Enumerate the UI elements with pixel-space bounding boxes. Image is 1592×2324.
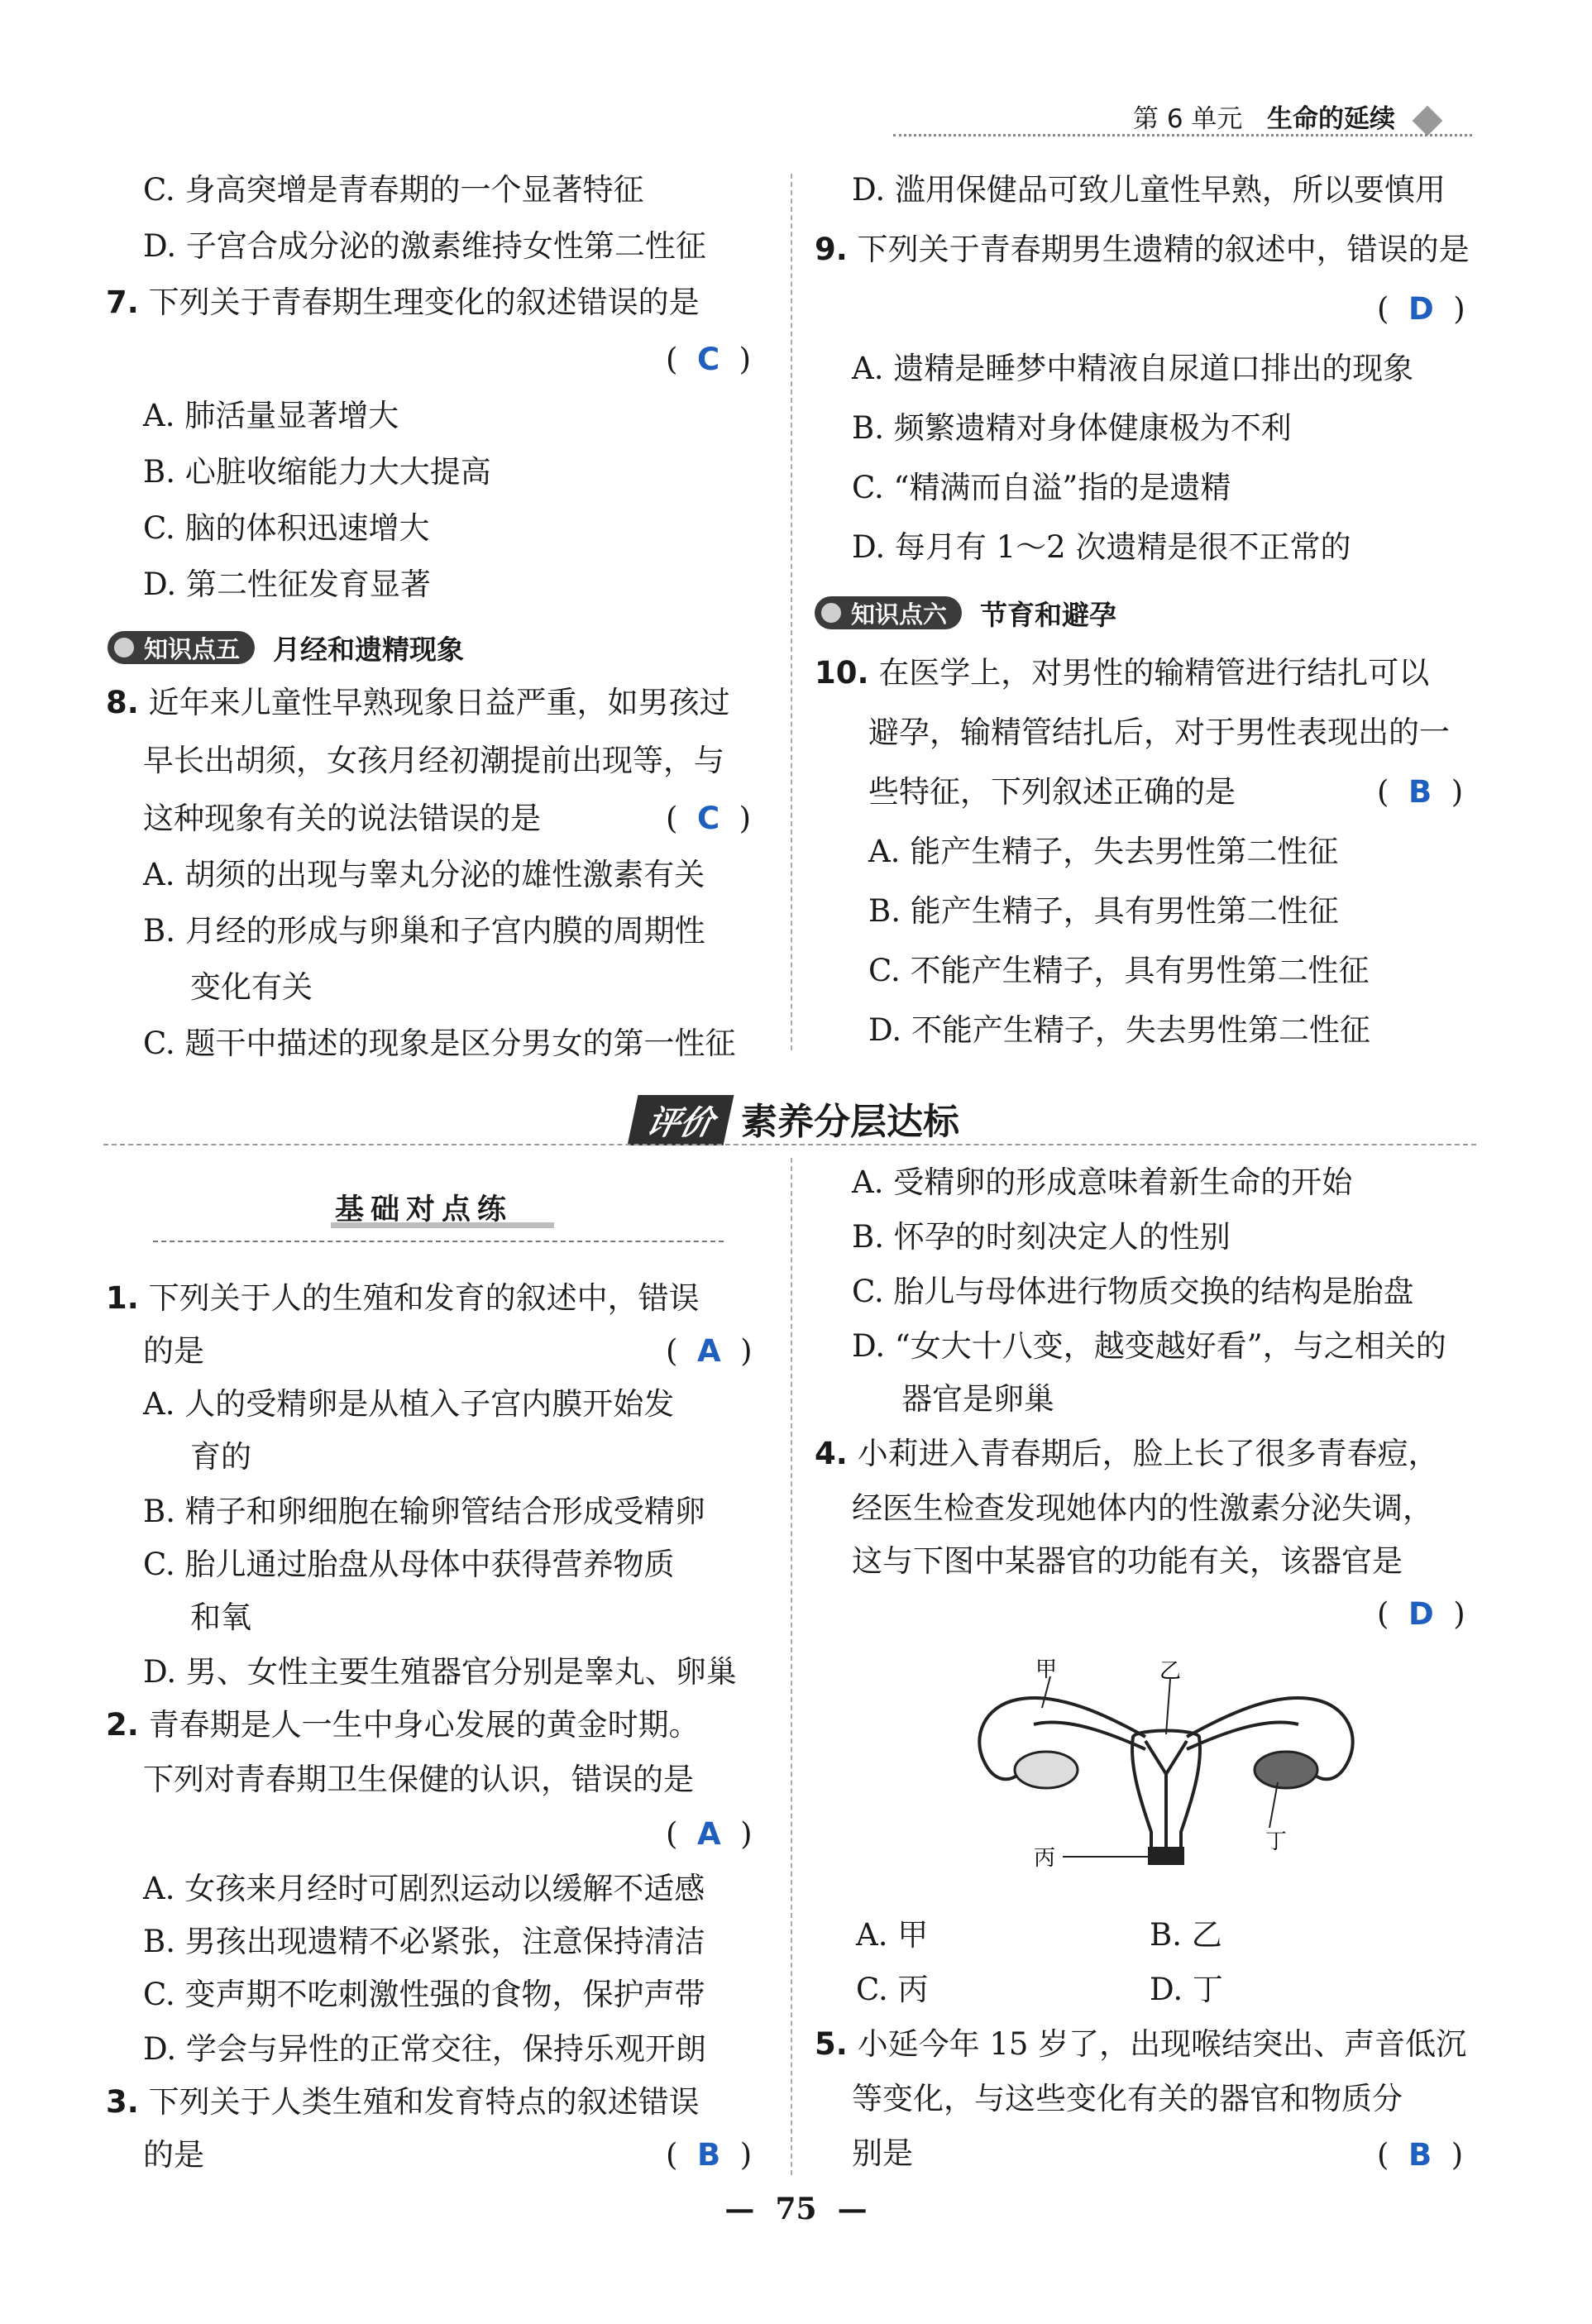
q5-stem-line1 <box>815 2026 1466 2063</box>
q3-stem-line2: 的是 <box>143 2137 204 2173</box>
q5-stem-line2: 等变化，与这些变化有关的器官和物质分 <box>852 2081 1403 2116</box>
q2-option-b: B. 男孩出现遗精不必紧张，注意保持清洁 <box>143 1924 705 1959</box>
q9-option-c: C. “精满而自溢”指的是遗精 <box>852 470 1231 505</box>
uterus-cavity <box>1145 1741 1187 1774</box>
q1-option-a-cont: 育的 <box>190 1439 251 1475</box>
banner-title: 素养分层达标 <box>741 1101 960 1143</box>
q8-answer-value: C <box>696 801 720 836</box>
q9-stem <box>815 232 1470 268</box>
column-divider-bottom <box>791 1158 792 2175</box>
q3-option-a: A. 受精卵的形成意味着新生命的开始 <box>852 1164 1353 1200</box>
q3-stem-text-1: 下列关于人类生殖和发育特点的叙述错误 <box>148 2084 700 2120</box>
q10-stem-line2: 避孕，输精管结扎后，对于男性表现出的一 <box>868 715 1450 750</box>
section-title: 基础对点练 <box>335 1193 514 1227</box>
diamond-icon <box>1412 105 1442 136</box>
q3-option-b: B. 怀孕的时刻决定人的性别 <box>852 1219 1231 1255</box>
q1-answer-value: A <box>696 1333 721 1369</box>
q6-option-c: C. 身高突增是青春期的一个显著特征 <box>143 172 644 208</box>
q4-option-a: A. 甲 <box>856 1917 929 1953</box>
q4-answer-value: D <box>1408 1596 1434 1632</box>
q1-stem-line2: 的是 <box>143 1333 204 1369</box>
q7-number: 7. <box>106 285 139 320</box>
q7-stem <box>106 285 700 321</box>
label-ding: 丁 <box>1265 1829 1288 1854</box>
q10-stem-line3: 些特征，下列叙述正确的是 <box>868 774 1236 810</box>
q4-answer: ( D ) <box>1377 1596 1465 1632</box>
q7-option-d: D. 第二性征发育显著 <box>143 567 431 602</box>
kp5-title: 月经和遗精现象 <box>273 633 465 666</box>
kp5-tag: 知识点五 <box>108 631 255 664</box>
q7-stem-text: 下列关于青春期生理变化的叙述错误的是 <box>148 285 700 320</box>
section-banner <box>0 1092 1592 1145</box>
uterus-drawing <box>968 1658 1365 1882</box>
q10-answer-value: B <box>1408 774 1432 810</box>
q10-number: 10. <box>815 655 869 691</box>
q9-number: 9. <box>815 232 848 267</box>
q1-answer: ( A ) <box>666 1333 753 1369</box>
q1-option-c-cont: 和氧 <box>190 1600 251 1635</box>
q8-option-b-cont: 变化有关 <box>190 969 313 1005</box>
q4-stem-line1 <box>815 1436 1439 1472</box>
q8-stem-line3: 这种现象有关的说法错误的是 <box>143 801 541 836</box>
q4-number: 4. <box>815 1436 848 1471</box>
q7-answer: ( C ) <box>666 342 752 377</box>
pointer-ding <box>1269 1782 1278 1828</box>
q2-stem-text-1: 青春期是人一生中身心发展的黄金时期。 <box>148 1707 700 1743</box>
q3-option-d-cont: 器官是卵巢 <box>901 1381 1054 1417</box>
q10-stem-line1 <box>815 655 1429 691</box>
kp6-title: 节育和避孕 <box>980 598 1117 631</box>
left-ovary <box>1015 1752 1078 1788</box>
q8-stem-text-1: 近年来儿童性早熟现象日益严重，如男孩过 <box>148 685 730 720</box>
q10-option-a: A. 能产生精子，失去男性第二性征 <box>868 834 1339 869</box>
q1-option-c: C. 胎儿通过胎盘从母体中获得营养物质 <box>143 1547 675 1582</box>
right-ovary <box>1255 1752 1317 1788</box>
q3-answer-value: B <box>696 2137 721 2173</box>
q5-number: 5. <box>815 2026 848 2062</box>
q3-number: 3. <box>106 2084 139 2120</box>
q8-option-b: B. 月经的形成与卵巢和子宫内膜的周期性 <box>143 913 705 949</box>
q3-option-d: D. “女大十八变，越变越好看”，与之相关的 <box>852 1328 1446 1364</box>
q4-option-b: B. 乙 <box>1150 1917 1222 1953</box>
q2-answer: ( A ) <box>666 1816 753 1852</box>
q2-stem-line1 <box>106 1707 700 1743</box>
q8-number: 8. <box>106 685 139 720</box>
q4-stem-line2: 经医生检查发现她体内的性激素分泌失调， <box>852 1490 1433 1526</box>
q3-answer: ( B ) <box>666 2137 753 2173</box>
q1-number: 1. <box>106 1280 139 1316</box>
q4-stem-line3: 这与下图中某器官的功能有关，该器官是 <box>852 1543 1403 1579</box>
q8-stem-line1 <box>106 685 730 721</box>
vagina-top <box>1148 1847 1184 1865</box>
q1-option-b: B. 精子和卵细胞在输卵管结合形成受精卵 <box>143 1494 705 1529</box>
knowledge-point-6 <box>815 594 1116 632</box>
q7-option-a: A. 肺活量显著增大 <box>143 398 399 433</box>
q4-stem-text-1: 小莉进入青春期后，脸上长了很多青春痘， <box>857 1436 1439 1471</box>
knowledge-point-5 <box>108 629 464 667</box>
q9-answer: ( D ) <box>1377 291 1465 327</box>
q10-option-c: C. 不能产生精子，具有男性第二性征 <box>868 953 1370 988</box>
q2-number: 2. <box>106 1707 139 1743</box>
header-rule <box>893 134 1472 136</box>
q4-option-d: D. 丁 <box>1150 1972 1223 2007</box>
q10-stem-text-1: 在医学上，对男性的输精管进行结扎可以 <box>878 655 1430 691</box>
q8-answer: ( C ) <box>666 801 752 836</box>
q9-stem-text: 下列关于青春期男生遗精的叙述中，错误的是 <box>857 232 1470 267</box>
q8-stem-line2: 早长出胡须，女孩月经初潮提前出现等，与 <box>143 743 724 778</box>
chapter-title: 生命的延续 <box>1267 104 1395 134</box>
q4-option-c: C. 丙 <box>856 1972 929 2007</box>
q2-option-c: C. 变声期不吃刺激性强的食物，保护声带 <box>143 1977 705 2012</box>
banner-rule <box>103 1144 1476 1145</box>
q5-stem-text-1: 小延今年 15 岁了，出现喉结突出、声音低沉 <box>857 2026 1467 2062</box>
q2-option-d: D. 学会与异性的正常交往，保持乐观开朗 <box>143 2031 706 2067</box>
section-rule <box>153 1241 724 1242</box>
kp6-tag: 知识点六 <box>815 596 962 629</box>
q2-stem-line2: 下列对青春期卫生保健的认识，错误的是 <box>143 1762 694 1797</box>
q5-answer: ( B ) <box>1377 2137 1464 2173</box>
q1-option-a: A. 人的受精卵是从植入子宫内膜开始发 <box>143 1386 675 1422</box>
q9-option-a: A. 遗精是睡梦中精液自尿道口排出的现象 <box>852 351 1414 386</box>
q9-answer-value: D <box>1408 291 1434 327</box>
page-header <box>1133 98 1438 135</box>
q10-option-b: B. 能产生精子，具有男性第二性征 <box>868 893 1339 929</box>
page-number-value: 75 <box>775 2192 817 2226</box>
banner-eval-label: 评价 <box>627 1095 734 1145</box>
q8-option-d: D. 滥用保健品可致儿童性早熟，所以要慎用 <box>852 172 1446 208</box>
q7-answer-value: C <box>696 342 720 377</box>
q7-option-c: C. 脑的体积迅速增大 <box>143 510 430 546</box>
q1-option-d: D. 男、女性主要生殖器官分别是睾丸、卵巢 <box>143 1654 737 1690</box>
column-divider-top <box>791 174 792 1050</box>
q8-option-c: C. 题干中描述的现象是区分男女的第一性征 <box>143 1026 736 1061</box>
q9-option-d: D. 每月有 1～2 次遗精是很不正常的 <box>852 529 1351 565</box>
q10-option-d: D. 不能产生精子，失去男性第二性征 <box>868 1012 1370 1048</box>
q8-option-a: A. 胡须的出现与睾丸分泌的雄性激素有关 <box>143 857 705 892</box>
q1-stem-text-1: 下列关于人的生殖和发育的叙述中，错误 <box>148 1280 700 1316</box>
page-number: — 75 — <box>724 2192 868 2226</box>
pointer-yi <box>1166 1679 1170 1734</box>
q9-option-b: B. 频繁遗精对身体健康极为不利 <box>852 410 1292 446</box>
q6-option-d: D. 子宫合成分泌的激素维持女性第二性征 <box>143 228 706 264</box>
q2-option-a: A. 女孩来月经时可剧烈运动以缓解不适感 <box>143 1871 705 1906</box>
label-jia: 甲 <box>1035 1658 1058 1682</box>
unit-label: 第 6 单元 <box>1133 104 1243 134</box>
q2-answer-value: A <box>696 1816 721 1852</box>
q3-stem-line1 <box>106 2084 700 2121</box>
q5-answer-value: B <box>1408 2137 1432 2173</box>
q10-answer: ( B ) <box>1377 774 1464 810</box>
q3-option-c: C. 胎儿与母体进行物质交换的结构是胎盘 <box>852 1274 1414 1309</box>
label-yi: 乙 <box>1159 1659 1182 1684</box>
label-bing: 丙 <box>1034 1846 1056 1871</box>
q5-stem-line3: 别是 <box>852 2135 913 2171</box>
uterus-diagram <box>968 1658 1365 1882</box>
q7-option-b: B. 心脏收缩能力大大提高 <box>143 454 491 490</box>
q1-stem-line1 <box>106 1280 700 1317</box>
